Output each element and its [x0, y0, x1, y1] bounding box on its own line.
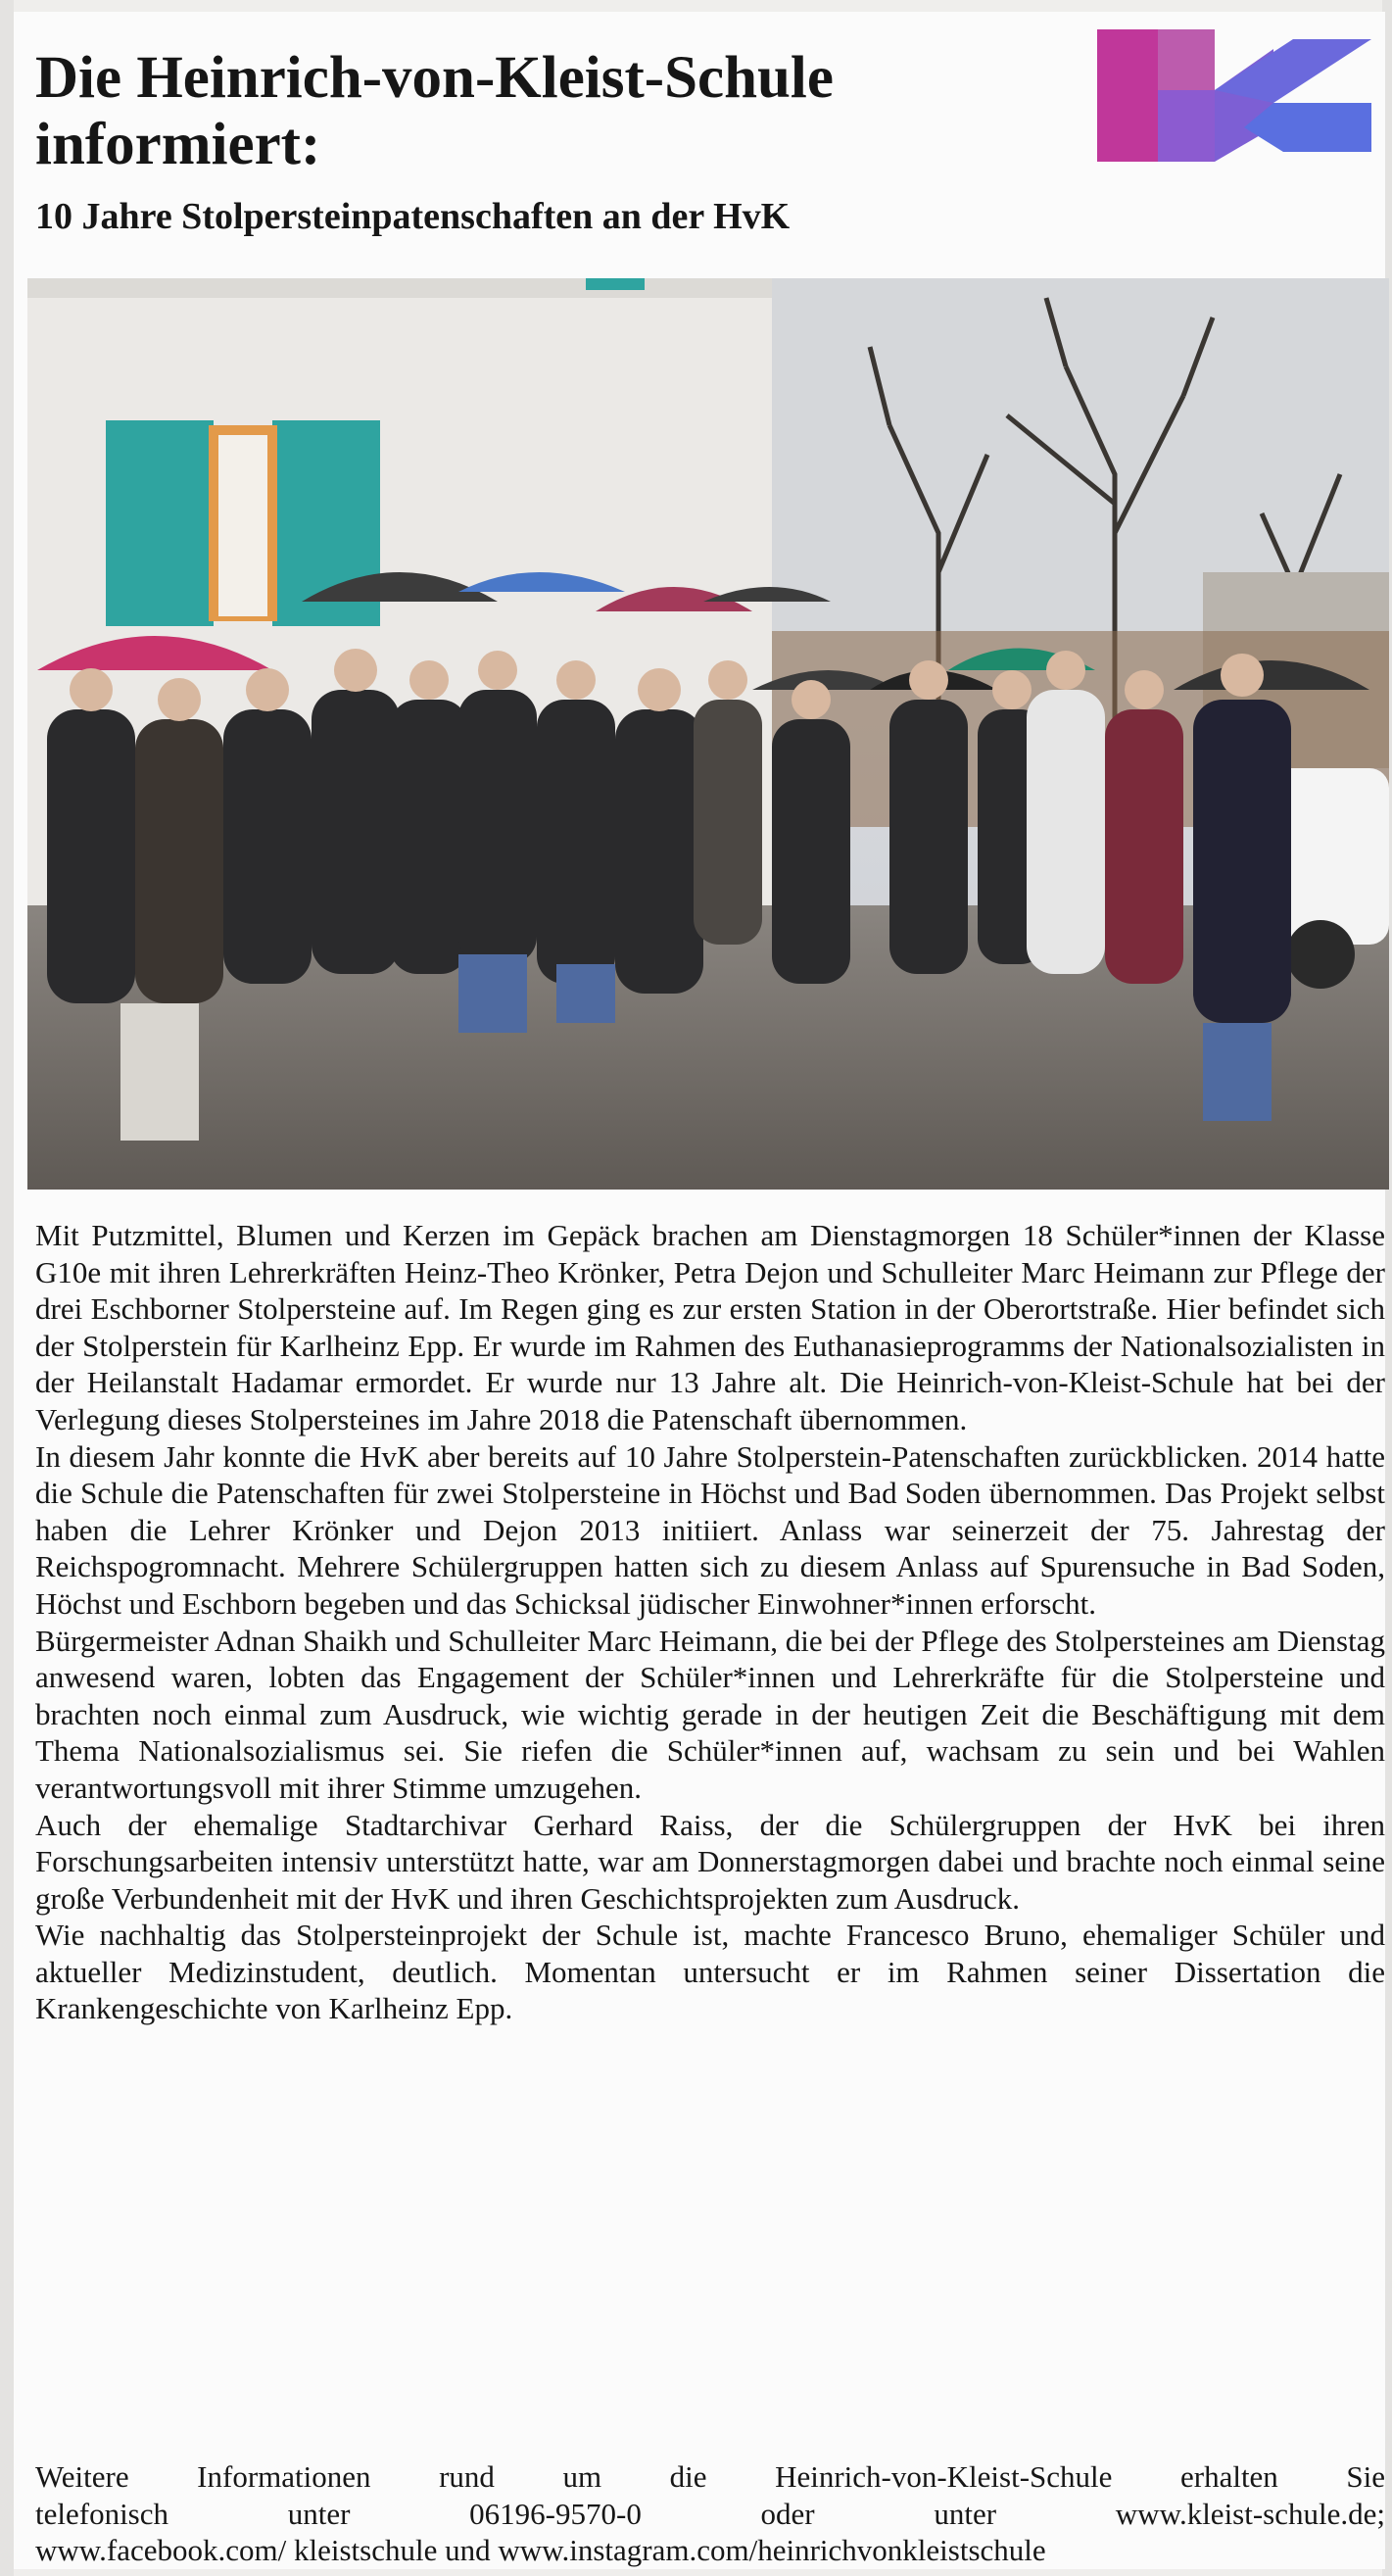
contact-line: Weitere Informationen rund um die Heinrich-von-Kleist-Schule erhalten Sie	[35, 2459, 1385, 2494]
hvk-logo-icon	[1097, 29, 1371, 162]
contact-line-social: www.facebook.com/ kleistschule und www.instagram.com/heinrichvonkleistschule	[35, 2533, 1046, 2568]
contact-info	[35, 2458, 1385, 2569]
page-edge-left	[0, 0, 14, 2576]
contact-line-phone-web: telefonisch unter 06196-9570-0 oder unter www.kleist-schule.de;	[35, 2496, 1385, 2531]
article-title: Die Heinrich-von-Kleist-Schule informiert:	[35, 45, 834, 177]
school-logo	[1097, 29, 1371, 162]
paragraph: Mit Putzmittel, Blumen und Kerzen im Gepäck brachen am Dienstagmorgen 18 Schüler*innen der Klasse G10e mit ihren Lehrerkräften Heinz-Theo Krönker, Petra Dejon und Schulleiter Marc Heimann zur Pflege der drei Eschborner Stolpersteine auf. Im Regen ging es zur ersten Station in der Oberortstraße. Hier befindet sich der Stolperstein für Karlheinz Epp. Er wurde im Rahmen des Euthanasieprogramms der Nationalsozialisten in der Heilanstalt Hadamar ermordet. Er wurde nur 13 Jahre alt. Die Heinrich-von-Kleist-Schule hat bei der Verlegung dieses Stolpersteines im Jahre 2018 die Patenschaft übernommen.	[35, 1218, 1385, 1436]
paragraph: Bürgermeister Adnan Shaikh und Schulleiter Marc Heimann, die bei der Pflege des Stolpersteines am Dienstag anwesend waren, lobten das Engagement der Schüler*innen und Lehrerkräfte für die Stolpersteine und brachten noch einmal zum Ausdruck, wie wichtig gerade in der heutigen Zeit die Beschäftigung mit dem Thema Nationalsozialismus sei. Sie riefen die Schüler*innen auf, wachsam zu sein und bei Wahlen verantwortungsvoll mit ihrer Stimme umzugehen.	[35, 1623, 1385, 1805]
article-subtitle: 10 Jahre Stolpersteinpatenschaften an der HvK	[35, 196, 791, 237]
paragraph: Wie nachhaltig das Stolpersteinprojekt der Schule ist, machte Francesco Bruno, ehemaliger Schüler und aktueller Medizinstudent, deutlich. Momentan untersucht er im Rahmen seiner Dissertation die Krankengeschichte von Karlheinz Epp.	[35, 1918, 1385, 2026]
paragraph: Auch der ehemalige Stadtarchivar Gerhard Raiss, der die Schülergruppen der HvK bei ihren Forschungsarbeiten intensiv unterstützt hatte, war am Donnerstagmorgen dabei und brachte noch einmal seine große Verbundenheit mit der HvK und ihren Geschichtsprojekten zum Ausdruck.	[35, 1807, 1385, 1916]
article-box	[14, 12, 1385, 2569]
paragraph: In diesem Jahr konnte die HvK aber bereits auf 10 Jahre Stolperstein-Patenschaften zurückblicken. 2014 hatte die Schule die Patenschaften für zwei Stolpersteine in Höchst und Bad Soden übernommen. Das Projekt selbst haben die Lehrer Krönker und Dejon 2013 initiiert. Anlass war seinerzeit der 75. Jahrestag der Reichspogromnacht. Mehrere Schülergruppen hatten sich zu diesem Anlass auf Spurensuche in Bad Soden, Höchst und Eschborn begeben und das Schicksal jüdischer Einwohner*innen erforscht.	[35, 1438, 1385, 1621]
group-photo-image	[27, 278, 1389, 1190]
group-photo	[27, 278, 1389, 1190]
article-body	[35, 1217, 1385, 2027]
